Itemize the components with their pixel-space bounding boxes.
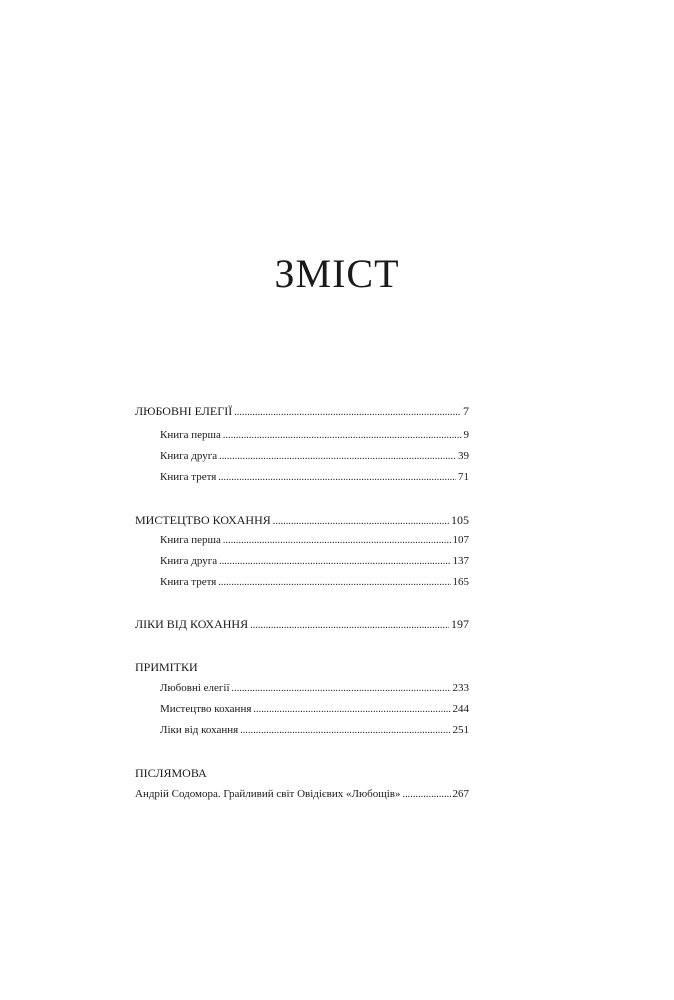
toc-page-number: 9 (463, 429, 469, 441)
toc-entry-label: Андрій Содомора. Грайливий світ Овідієвих «Любощів» (135, 788, 401, 800)
dot-leader (234, 406, 461, 420)
dot-leader (223, 534, 451, 548)
dot-leader (273, 515, 449, 529)
dot-leader (402, 788, 450, 802)
toc-page-number: 197 (451, 617, 469, 631)
toc-entry-label: ЛЮБОВНІ ЕЛЕГІЇ (135, 404, 233, 418)
toc-entry-label: Любовні елегії (160, 682, 230, 694)
dot-leader (219, 555, 450, 569)
toc-subentry[interactable] (160, 702, 469, 717)
toc-page-number: 39 (458, 450, 469, 462)
toc-page-number: 137 (452, 555, 469, 567)
toc-heading-afterword[interactable]: ПІСЛЯМОВА (135, 766, 207, 780)
toc-entry-label: Книга перша (160, 429, 221, 441)
dot-leader (219, 450, 456, 464)
toc-entry-label: Книга третя (160, 471, 217, 483)
toc-page-number: 71 (458, 471, 469, 483)
dot-leader (232, 682, 451, 696)
toc-page-number: 233 (452, 682, 469, 694)
toc-subentry[interactable] (160, 470, 469, 485)
toc-entry-love-elegies[interactable] (135, 404, 469, 420)
toc-page-number: 244 (452, 703, 469, 715)
toc-subentry[interactable] (160, 449, 469, 464)
toc-page-number: 7 (463, 404, 469, 418)
toc-entry-label: Книга перша (160, 534, 221, 546)
toc-entry-label: МИСТЕЦТВО КОХАННЯ (135, 513, 271, 527)
dot-leader (218, 576, 450, 590)
toc-subentry[interactable] (160, 533, 469, 548)
toc-entry-afterword-essay[interactable] (135, 787, 469, 802)
toc-entry-art-of-love[interactable] (135, 513, 469, 529)
toc-subentry[interactable] (160, 681, 469, 696)
toc-entry-label: Книга третя (160, 576, 217, 588)
toc-page-number: 165 (452, 576, 469, 588)
toc-page-number: 105 (451, 513, 469, 527)
toc-entry-label: ЛІКИ ВІД КОХАННЯ (135, 617, 249, 631)
toc-subentry[interactable] (160, 428, 469, 443)
toc-heading-notes[interactable]: ПРИМІТКИ (135, 660, 198, 674)
dot-leader (240, 724, 450, 738)
dot-leader (223, 429, 462, 443)
dot-leader (250, 619, 449, 633)
toc-page-number: 107 (452, 534, 469, 546)
toc-page-number: 267 (452, 788, 469, 800)
page-title: ЗМІСТ (274, 251, 400, 296)
dot-leader (253, 703, 450, 717)
toc-subentry[interactable] (160, 723, 469, 738)
toc-entry-label: Мистецтво кохання (160, 703, 252, 715)
toc-page-number: 251 (452, 724, 469, 736)
toc-entry-label: Книга друга (160, 555, 218, 567)
toc-entry-remedies-of-love[interactable] (135, 617, 469, 633)
dot-leader (218, 471, 456, 485)
toc-subentry[interactable] (160, 575, 469, 590)
toc-entry-label: Книга друга (160, 450, 218, 462)
toc-subentry[interactable] (160, 554, 469, 569)
toc-entry-label: Ліки від кохання (160, 724, 239, 736)
